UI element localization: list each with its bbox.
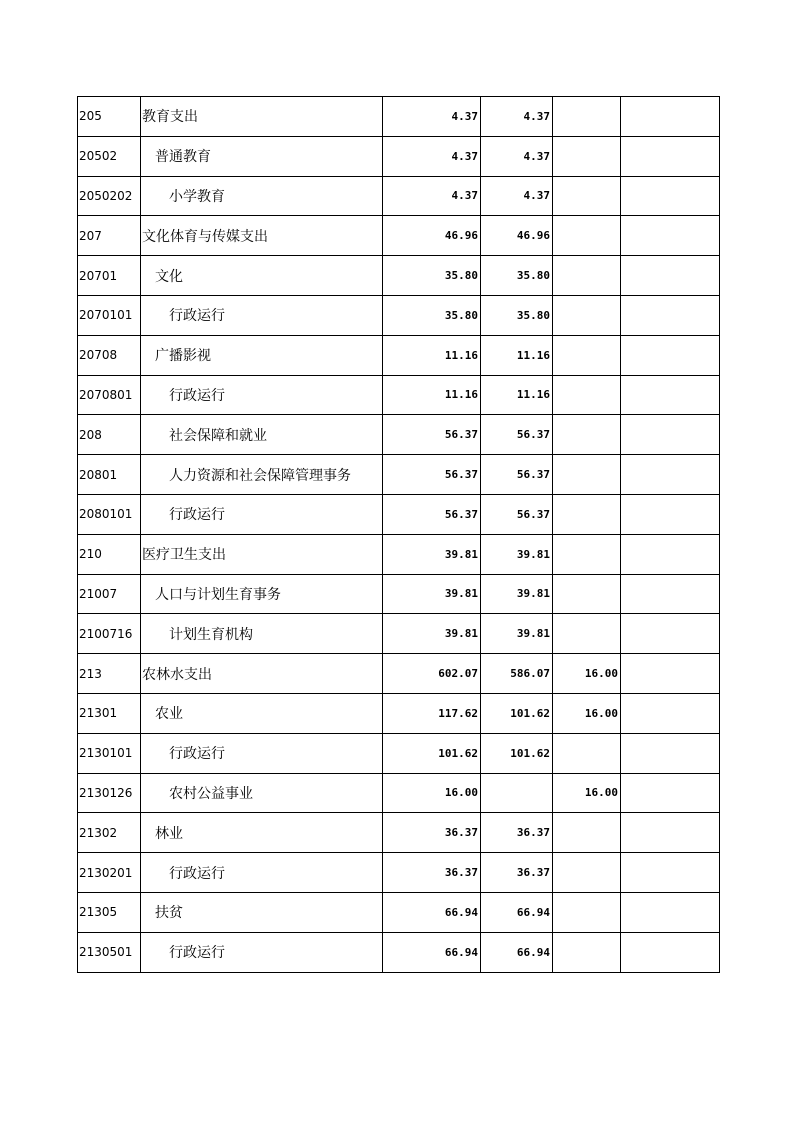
table-row [78,534,720,574]
cell-project-expenditure [553,136,621,176]
cell-empty [621,654,720,694]
cell-subject-code: 2050202 [78,176,141,216]
table-row [78,494,720,534]
cell-total-amount: 11.16 [383,375,481,415]
cell-basic-expenditure: 36.37 [481,853,553,893]
cell-project-expenditure [553,295,621,335]
cell-subject-code: 208 [78,415,141,455]
cell-subject-name: 教育支出 [141,97,383,137]
cell-empty [621,853,720,893]
cell-total-amount: 39.81 [383,534,481,574]
table-row [78,733,720,773]
cell-basic-expenditure: 35.80 [481,295,553,335]
cell-total-amount: 4.37 [383,136,481,176]
cell-empty [621,375,720,415]
cell-subject-name: 文化 [141,256,383,296]
cell-total-amount: 36.37 [383,853,481,893]
cell-project-expenditure [553,375,621,415]
cell-basic-expenditure: 101.62 [481,733,553,773]
table-row [78,892,720,932]
cell-empty [621,813,720,853]
cell-empty [621,256,720,296]
cell-subject-name: 农村公益事业 [141,773,383,813]
cell-basic-expenditure: 56.37 [481,415,553,455]
cell-empty [621,693,720,733]
cell-project-expenditure [553,494,621,534]
cell-project-expenditure: 16.00 [553,773,621,813]
cell-subject-name: 行政运行 [141,295,383,335]
cell-total-amount: 56.37 [383,415,481,455]
cell-project-expenditure [553,216,621,256]
cell-project-expenditure [553,455,621,495]
cell-subject-name: 文化体育与传媒支出 [141,216,383,256]
table-row [78,415,720,455]
table-row [78,813,720,853]
table-row [78,256,720,296]
cell-subject-name: 扶贫 [141,892,383,932]
cell-project-expenditure: 16.00 [553,654,621,694]
cell-empty [621,494,720,534]
cell-empty [621,773,720,813]
cell-project-expenditure [553,932,621,972]
cell-project-expenditure [553,176,621,216]
cell-subject-code: 2070801 [78,375,141,415]
cell-empty [621,534,720,574]
cell-subject-code: 205 [78,97,141,137]
cell-subject-code: 21302 [78,813,141,853]
cell-empty [621,455,720,495]
table-row [78,136,720,176]
cell-total-amount: 66.94 [383,892,481,932]
cell-subject-code: 20701 [78,256,141,296]
cell-subject-code: 21007 [78,574,141,614]
cell-total-amount: 11.16 [383,335,481,375]
cell-total-amount: 4.37 [383,97,481,137]
cell-basic-expenditure: 46.96 [481,216,553,256]
cell-basic-expenditure: 39.81 [481,614,553,654]
cell-project-expenditure [553,97,621,137]
budget-expenditure-table [77,96,720,973]
cell-basic-expenditure: 586.07 [481,654,553,694]
table-row [78,773,720,813]
cell-empty [621,733,720,773]
cell-subject-name: 小学教育 [141,176,383,216]
cell-total-amount: 602.07 [383,654,481,694]
cell-subject-code: 21305 [78,892,141,932]
cell-subject-name: 社会保障和就业 [141,415,383,455]
cell-subject-name: 行政运行 [141,375,383,415]
cell-subject-code: 2100716 [78,614,141,654]
table-row [78,853,720,893]
cell-empty [621,614,720,654]
cell-empty [621,295,720,335]
cell-subject-code: 2070101 [78,295,141,335]
cell-subject-name: 行政运行 [141,932,383,972]
cell-subject-code: 21301 [78,693,141,733]
cell-subject-name: 行政运行 [141,733,383,773]
cell-empty [621,216,720,256]
cell-project-expenditure [553,534,621,574]
cell-subject-name: 行政运行 [141,853,383,893]
cell-total-amount: 39.81 [383,574,481,614]
cell-total-amount: 46.96 [383,216,481,256]
cell-basic-expenditure: 101.62 [481,693,553,733]
cell-total-amount: 117.62 [383,693,481,733]
table-row [78,574,720,614]
cell-basic-expenditure: 11.16 [481,335,553,375]
cell-project-expenditure: 16.00 [553,693,621,733]
cell-empty [621,97,720,137]
cell-empty [621,932,720,972]
cell-project-expenditure [553,614,621,654]
cell-project-expenditure [553,256,621,296]
cell-basic-expenditure: 36.37 [481,813,553,853]
cell-total-amount: 39.81 [383,614,481,654]
table-row [78,97,720,137]
table-row [78,455,720,495]
cell-subject-name: 计划生育机构 [141,614,383,654]
cell-total-amount: 101.62 [383,733,481,773]
cell-project-expenditure [553,892,621,932]
cell-subject-code: 2080101 [78,494,141,534]
table-row [78,176,720,216]
cell-basic-expenditure: 56.37 [481,494,553,534]
cell-basic-expenditure [481,773,553,813]
cell-subject-code: 20801 [78,455,141,495]
cell-total-amount: 16.00 [383,773,481,813]
cell-subject-code: 2130126 [78,773,141,813]
cell-subject-code: 213 [78,654,141,694]
cell-basic-expenditure: 35.80 [481,256,553,296]
table-row [78,932,720,972]
cell-basic-expenditure: 4.37 [481,97,553,137]
cell-empty [621,176,720,216]
table-row [78,614,720,654]
cell-basic-expenditure: 39.81 [481,534,553,574]
cell-total-amount: 66.94 [383,932,481,972]
cell-subject-code: 210 [78,534,141,574]
cell-project-expenditure [553,853,621,893]
cell-subject-name: 广播影视 [141,335,383,375]
cell-subject-name: 人口与计划生育事务 [141,574,383,614]
cell-subject-name: 农业 [141,693,383,733]
cell-empty [621,335,720,375]
cell-empty [621,574,720,614]
cell-project-expenditure [553,335,621,375]
cell-project-expenditure [553,574,621,614]
cell-empty [621,415,720,455]
cell-subject-code: 2130201 [78,853,141,893]
cell-basic-expenditure: 39.81 [481,574,553,614]
cell-subject-code: 20708 [78,335,141,375]
table-row [78,216,720,256]
cell-subject-name: 普通教育 [141,136,383,176]
cell-basic-expenditure: 4.37 [481,136,553,176]
cell-basic-expenditure: 11.16 [481,375,553,415]
cell-basic-expenditure: 4.37 [481,176,553,216]
cell-project-expenditure [553,415,621,455]
cell-basic-expenditure: 66.94 [481,892,553,932]
cell-total-amount: 36.37 [383,813,481,853]
table-row [78,295,720,335]
table-row [78,335,720,375]
cell-subject-code: 2130101 [78,733,141,773]
cell-subject-code: 20502 [78,136,141,176]
table-body [78,97,720,973]
cell-project-expenditure [553,813,621,853]
cell-total-amount: 56.37 [383,494,481,534]
cell-total-amount: 35.80 [383,256,481,296]
table-row [78,693,720,733]
cell-project-expenditure [553,733,621,773]
cell-total-amount: 4.37 [383,176,481,216]
cell-total-amount: 35.80 [383,295,481,335]
cell-subject-code: 207 [78,216,141,256]
cell-subject-name: 行政运行 [141,494,383,534]
cell-subject-code: 2130501 [78,932,141,972]
table-row [78,654,720,694]
cell-empty [621,136,720,176]
cell-empty [621,892,720,932]
cell-basic-expenditure: 56.37 [481,455,553,495]
cell-subject-name: 农林水支出 [141,654,383,694]
cell-total-amount: 56.37 [383,455,481,495]
cell-subject-name: 人力资源和社会保障管理事务 [141,455,383,495]
cell-subject-name: 医疗卫生支出 [141,534,383,574]
cell-basic-expenditure: 66.94 [481,932,553,972]
cell-subject-name: 林业 [141,813,383,853]
table-row [78,375,720,415]
